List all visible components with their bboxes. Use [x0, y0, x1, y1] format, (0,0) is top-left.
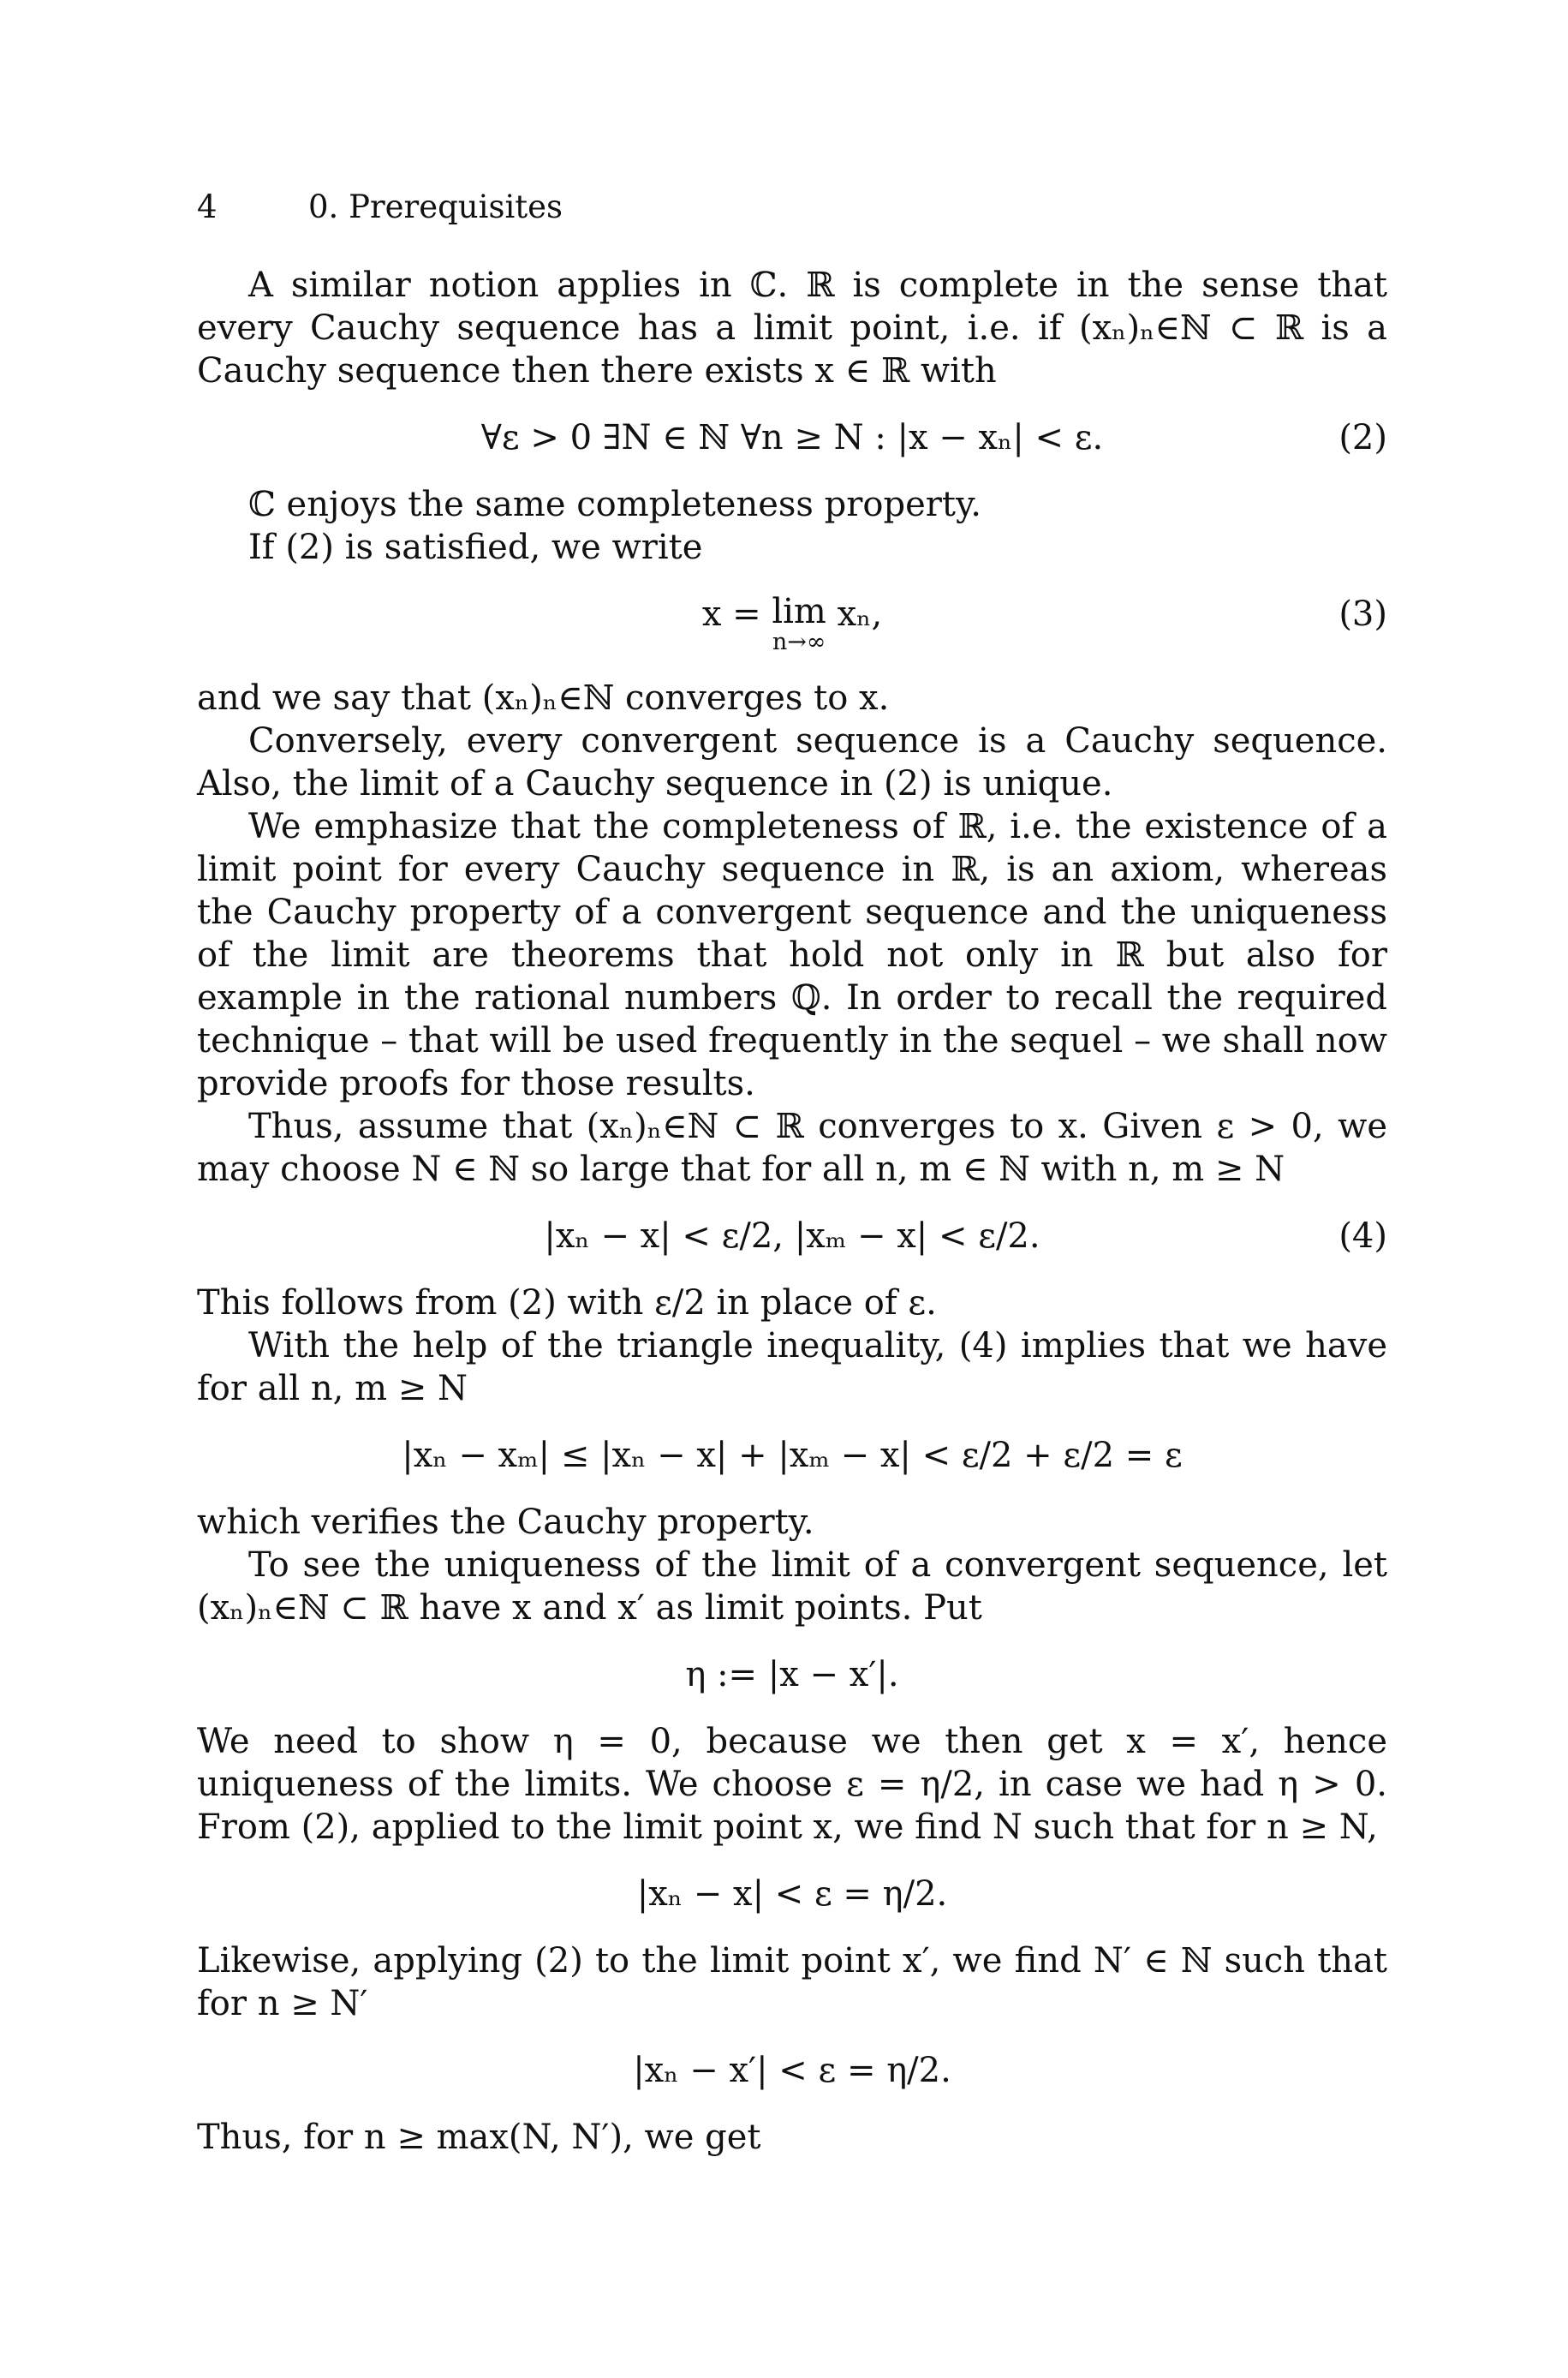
- page-body: [197, 264, 1387, 2159]
- chapter-title: 0. Prerequisites: [308, 188, 563, 225]
- equation-4-number: (4): [1338, 1216, 1387, 1256]
- paragraph-show-eta: We need to show η = 0, because we then get x = x′, hence uniqueness of the limits. We choose ε = η/2, in case we had η > 0. From (2), applied to the limit point x, we find N such that for n ≥ N,: [197, 1722, 1387, 1847]
- paragraph-converges: and we say that (xₙ)ₙ∈ℕ converges to x.: [197, 678, 890, 718]
- paragraph-assume: Thus, assume that (xₙ)ₙ∈ℕ ⊂ ℝ converges to x. Given ε > 0, we may choose N ∈ ℕ so large that for all n, m ∈ ℕ with n, m ≥ N: [197, 1107, 1387, 1189]
- limit-subscript: n→∞: [772, 629, 826, 655]
- equation-triangle: [197, 1434, 1387, 1477]
- equation-bound-xprime-formula: |xₙ − x′| < ε = η/2.: [633, 2051, 951, 2090]
- equation-3-right: xₙ,: [837, 594, 883, 634]
- paragraph-conversely: Conversely, every convergent sequence is a Cauchy sequence. Also, the limit of a Cauchy sequence in (2) is unique.: [197, 721, 1387, 804]
- limit-operator: [772, 593, 826, 654]
- paragraph-c-complete: ℂ enjoys the same completeness property.: [248, 485, 981, 524]
- limit-label: lim: [772, 592, 826, 631]
- equation-2-formula: ∀ε > 0 ∃N ∈ ℕ ∀n ≥ N : |x − xₙ| < ε.: [480, 418, 1104, 457]
- equation-triangle-formula: |xₙ − xₘ| ≤ |xₙ − x| + |xₘ − x| < ε/2 + ε/2 = ε: [402, 1436, 1183, 1475]
- paragraph-thus: Thus, for n ≥ max(N, N′), we get: [197, 2118, 761, 2157]
- equation-3-number: (3): [1338, 594, 1387, 634]
- equation-bound-x: [197, 1873, 1387, 1915]
- equation-bound-x-formula: |xₙ − x| < ε = η/2.: [636, 1874, 948, 1914]
- equation-3-formula: [702, 593, 882, 654]
- page-number: 4: [197, 188, 218, 225]
- paragraph-completeness: A similar notion applies in ℂ. ℝ is complete in the sense that every Cauchy sequence has a limit point, i.e. if (xₙ)ₙ∈ℕ ⊂ ℝ is a Cauchy sequence then there exists x ∈ ℝ with: [197, 266, 1387, 391]
- paragraph-if-satisfied: If (2) is satisfied, we write: [248, 528, 703, 567]
- paragraph-likewise: Likewise, applying (2) to the limit point x′, we find N′ ∈ ℕ such that for n ≥ N′: [197, 1941, 1387, 2023]
- equation-2: [197, 416, 1387, 459]
- paragraph-emphasize: We emphasize that the completeness of ℝ, i.e. the existence of a limit point for every Cauchy sequence in ℝ, is an axiom, whereas the Cauchy property of a convergent sequence and the uniqueness of the limit are theorems that hold not only in ℝ but also for example in the rational numbers ℚ. In order to recall the required technique – that will be used frequently in the sequel – we shall now provide proofs for those results.: [197, 807, 1387, 1103]
- equation-bound-xprime: [197, 2049, 1387, 2092]
- equation-2-number: (2): [1338, 418, 1387, 457]
- paragraph-verifies: which verifies the Cauchy property.: [197, 1503, 814, 1542]
- equation-eta-formula: η := |x − x′|.: [685, 1655, 899, 1694]
- equation-eta: [197, 1653, 1387, 1696]
- paragraph-follows: This follows from (2) with ε/2 in place of ε.: [197, 1283, 937, 1323]
- paragraph-uniqueness: To see the uniqueness of the limit of a convergent sequence, let (xₙ)ₙ∈ℕ ⊂ ℝ have x and x′ as limit points. Put: [197, 1545, 1387, 1628]
- paragraph-triangle: With the help of the triangle inequality, (4) implies that we have for all n, m ≥ N: [197, 1326, 1387, 1408]
- equation-4-formula: |xₙ − x| < ε/2, |xₘ − x| < ε/2.: [544, 1216, 1040, 1256]
- equation-3: [197, 593, 1387, 653]
- equation-3-left: x =: [701, 594, 761, 634]
- equation-4: [197, 1215, 1387, 1258]
